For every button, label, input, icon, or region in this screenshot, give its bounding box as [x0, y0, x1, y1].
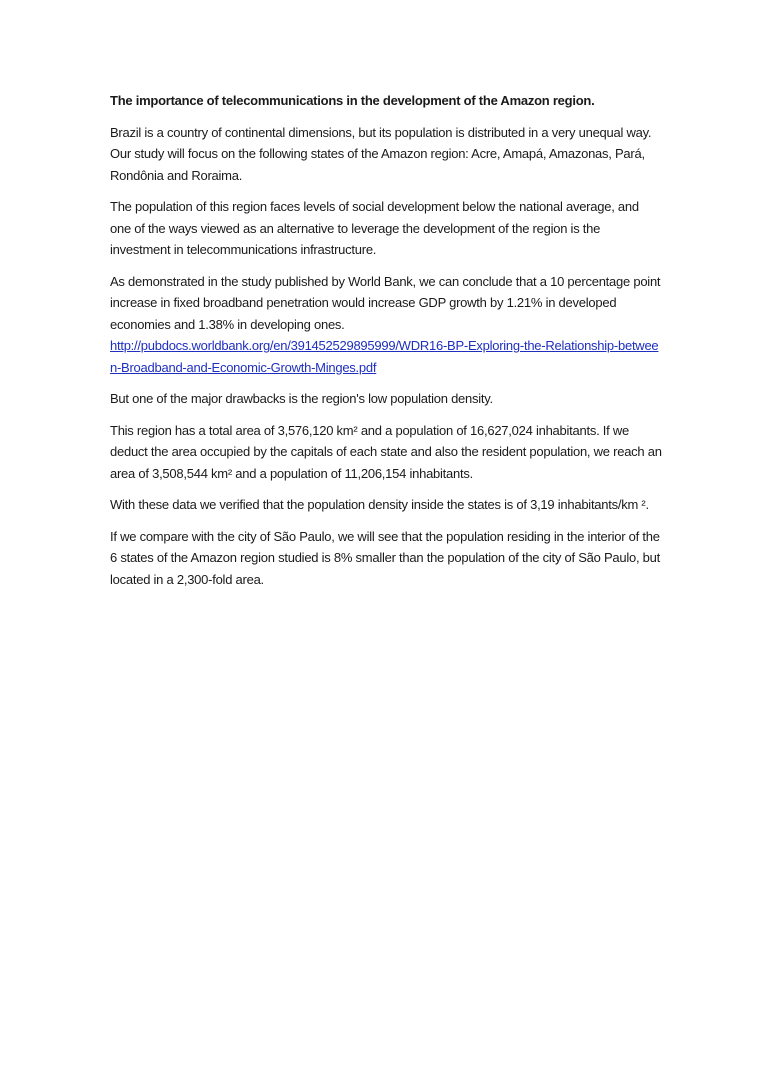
paragraph-drawbacks: But one of the major drawbacks is the region's low population density. — [110, 391, 493, 406]
paragraph-world-bank-text: As demonstrated in the study published by World Bank, we can conclude that a 10 percentage point increase in fixed broadband penetration would increase GDP growth by 1.21% in developed economies and 1.38% in developing ones. — [110, 273, 661, 332]
paragraph-sao-paulo: If we compare with the city of São Paulo, we will see that the population residing in the interior of the 6 states of the Amazon region studied is 8% smaller than the population of the city of São Paulo, but located in a 2,300-fold area. — [110, 528, 660, 587]
paragraph-area-population: This region has a total area of 3,576,120 km² and a population of 16,627,024 inhabitants. If we deduct the area occupied by the capitals of each state and also the resident population, we reach an area of 3,508,544 km² and a population of 11,206,154 inhabitants. — [110, 422, 662, 481]
document-title: The importance of telecommunications in the development of the Amazon region. — [110, 93, 595, 108]
paragraph-intro: Brazil is a country of continental dimensions, but its population is distributed in a very unequal way. Our study will focus on the following states of the Amazon region: Acre, Amapá, Amazonas, Pará, Rondônia and Roraima. — [110, 124, 652, 183]
paragraph-density: With these data we verified that the population density inside the states is of 3,19 inhabitants/km ². — [110, 497, 649, 512]
paragraph-social-development: The population of this region faces levels of social development below the national average, and one of the ways viewed as an alternative to leverage the development of the region is the investment in telecommunications infrastructure. — [110, 199, 639, 257]
world-bank-study-link[interactable]: http://pubdocs.worldbank.org/en/391452529895999/WDR16-BP-Exploring-the-Relationship-between-Broadband-and-Economic-Growth-Minges.pdf — [110, 338, 659, 375]
paragraph-world-bank — [110, 271, 662, 379]
document-body — [110, 90, 662, 600]
